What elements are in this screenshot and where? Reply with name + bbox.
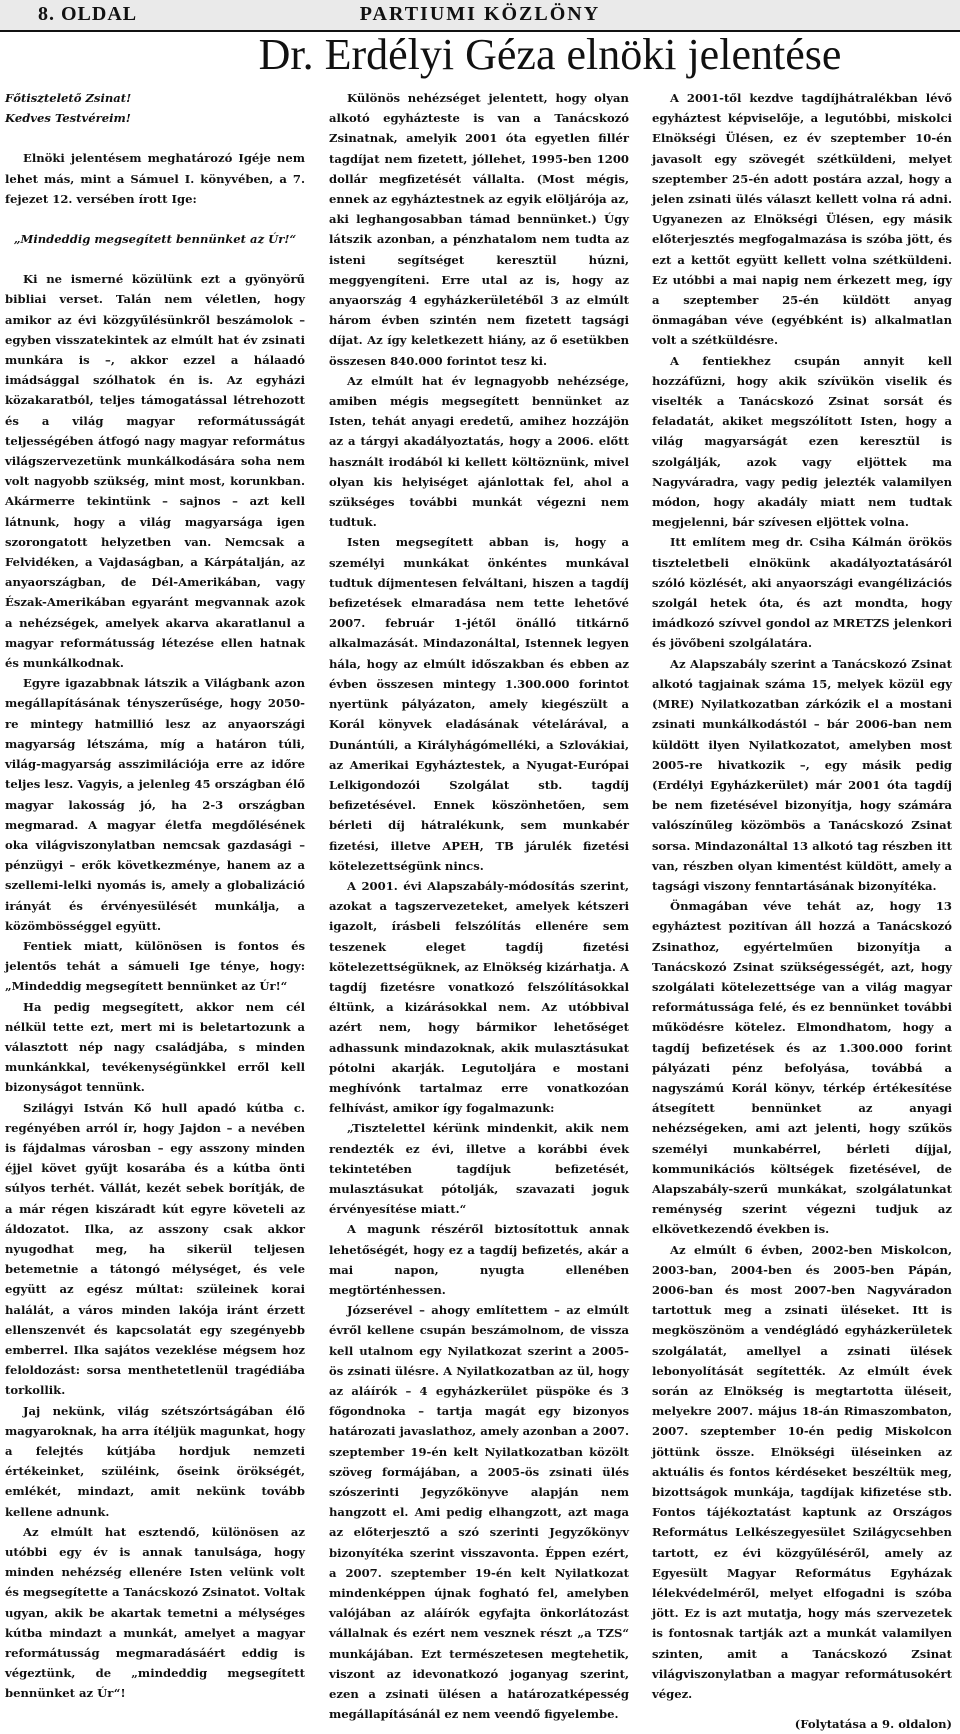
bible-quote: „Mindeddig megsegített bennünket az Úr!“ [13, 232, 297, 247]
paragraph: Elnöki jelentésem meghatározó Igéje nem lehet más, mint a Sámuel I. könyvében, a 7. fejezet 12. versében írott Ige: [5, 151, 305, 206]
paragraph: Különös nehézséget jelentett, hogy olyan alkotó egyházteste is van a Tanácskozó Zsinatnak, amelyik 2001 óta egyetlen fillér tagdíjat nem fizetett, jóllehet, 1995-ben 1200 dollár megfizetését vállalta. (Most mégis, ennek az egyháztestnek az egyik elöljárója az, aki leghangosabban támad bennünket.) Úgy látszik azonban, a pénzhatalom nem tudta az isteni segítséget keresztül húzni, meggyengíteni. Erre utal az is, hogy az anyaország 4 egyházkerületéből 3 az elmúlt három évben szintén nem fizetett tagsági díjat. Az így keletkezett hiány, az ő esetükben összesen 840.000 forintot tesz ki. [329, 91, 629, 368]
column-3 [652, 88, 952, 1734]
paragraph: A magunk részéről biztosítottuk annak lehetőségét, hogy ez a tagdíj befizetés, akár a mai napon, nyugta ellenében megtörténhessen. [329, 1222, 629, 1297]
column-1 [5, 88, 305, 1704]
salutation-1: Főtisztelető Zsinat! [5, 91, 132, 105]
salutation-2: Kedves Testvéreim! [5, 111, 131, 126]
paragraph: Fentiek miatt, különösen is fontos és jelentős tehát a sámueli Ige ténye, hogy: „Mindeddig megsegített bennünket az Úr!“ [5, 938, 305, 994]
paragraph: Az Alapszabály szerint a Tanácskozó Zsinat alkotó tagjainak száma 15, melyek közül egy (MRE) Nyilatkozatban zárkózik el a mostani zsinati munkálkodástól – bár 2006-ban nem küldött ilyen Nyilatkozatot, amelyben most 2005-re hivatkozik –, egy másik pedig (Erdélyi Egyházkerület) már 2001 óta tagdíj be nem fizetésével bizonyítja, hogy számára valószínűleg közömbös a Tanácskozó Zsinat sorsa. Mindazonáltal 13 alkotó tag részben itt van, részben olyan kimentést küldött, amely a tagsági viszony fenntartásának bizonyítéka. [652, 656, 952, 893]
column-2 [329, 88, 629, 1724]
paragraph: Önmagában véve tehát az, hogy 13 egyháztest pozitívan áll hozzá a Tanácskozó Zsinathoz, egyértelműen bizonyítja a Tanácskozó Zsinat szükségességét, azt, hogy szolgálati kötelezettsége van a világ magyar reformátussága felé, és ez bennünket további működésre kötelez. Elmondhatom, hogy a tagdíj befizetések és az 1.300.000 forint pályázati pénz befolyása, továbbá a nagyszámú Korál könyv, térkép értékesítése átsegített bennünket az anyagi nehézségeken, ami azt jelenti, hogy szűkös személyi munkabérrel, bérleti díjjal, kommunikációs költségek fizetésével, de Alapszabály-szerű munkákat, szolgálatunkat reménység szerint végezni tudjuk az elkövetkezendő években is. [652, 899, 952, 1237]
paragraph: Az elmúlt hat esztendő, különösen az utóbbi egy év is annak tanulsága, hogy minden nehézség ellenére Isten velünk volt és megsegítette a Tanácskozó Zsinatot. Voltak ugyan, akik be akartak temetni a mélységes kútba mindazt a munkát, amelyet a magyar reformátusság megmaradásáért eddig is végeztünk, de „mindeddig megsegített bennünket az Úr“! [5, 1524, 306, 1701]
paragraph: A 2001. évi Alapszabály-módosítás szerint, azokat a tagszervezeteket, amelyek kétszeri igazolt, írásbeli felszólítás ellenére sem teszenek eleget tagdíj fizetési kötelezettségüknek, az Elnökség kizárhatja. A tagdíj fizetésre vonatkozó felszólításokkal éltünk, a kizárásokkal nem. Az utóbbival azért nem, hogy bármikor lehetőséget adhassunk mindazoknak, akik mulasztásukat pótolni akarják. Legutoljára e mostani meghívónk tartalmaz erre vonatkozóan felhívást, amikor így fogalmazunk: [329, 878, 629, 1116]
paragraph: A 2001-től kezdve tagdíjhátralékban lévő egyháztest képviselője, a legutóbbi, miskolci Elnökségi Ülésen, ez év szeptember 10-én javasolt egy szövegét szétküldeni, melyet szeptember 25-én adott postára azzal, hogy a jelen zsinati ülés választ kellett volna rá adni. Ugyanezen az Elnökségi Ülésen, egy másik előterjesztés megfogalmazása is szóba jött, és ezt a kettőt együtt kellett volna szétküldeni. Ez utóbbi a mai napig nem érkezett meg, így a szeptember 25-én küldött anyag önmagában véve (egyébként is) alkalmatlan volt a szétküldésre. [652, 91, 952, 348]
paragraph: Józserével – ahogy említettem – az elmúlt évről kellene csupán beszámolnom, de vissza kell utalnom egy Nyilatkozat szerint a 2005-ös zsinati ülésre. A Nyilatkozatban az ül, hogy az aláírók – 4 egyházkerület püspöke és 3 főgondnoka – tartja magát egy bizonyos határozati javaslathoz, amely azonban a 2007. szeptember 19-én kelt Nyilatkozatban közölt szöveg formájában, a 2005-ös zsinati ülés szószerinti Jegyzőkönyve alapján nem hangzott el. Ami pedig elhangzott, azt maga az előterjesztő a szó szerinti Jegyzőkönyv bizonyítéka szerint visszavonta. Éppen ezért, a 2007. szeptember 19-én kelt Nyilatkozat mindenképpen újnak fogható fel, amelyben valójában az aláírók egyfajta önkorlátozást vállalnak és ezért nem vesznek részt „a TZS“ munkájában. Ezt természetesen megtehetik, viszont az idevonatkozó joganyag szerint, ezen a zsinati ülésen a határozatképesség megállapításánál ez nem veendő figyelembe. [329, 1303, 629, 1722]
paragraph: Isten megsegített abban is, hogy a személyi munkákat önkéntes munkával tudtuk díjmentesen felváltani, hiszen a tagdíj befizetések elmaradása nem tette lehetővé 2007. február 1-jétől önálló titkárnő alkalmazását. Mindazonáltal, Istennek legyen hála, hogy az elmúlt időszakban és ebben az évben összesen mintegy 1.300.000 forintot nyertünk pályázaton, amely kiegészült a Korál könyvek eladásának vételárával, a Dunántúli, a Királyhágómelléki, a Szlovákiai, az Amerikai Egyháztestek, a Nyugat-Európai Lelkigondozói Szolgálat stb. tagdíj befizetésével. Ennek köszönhetően, sem bérleti díj hátralékunk, sem munkabér fizetési, illetve APEH, TB járulék fizetési kötelezettségünk nincs. [329, 535, 629, 873]
paragraph: Jaj nekünk, világ szétszórtságában élő magyaroknak, ha arra ítéljük magunkat, hogy a felejtés kútjába hordjuk nemzeti értékeinket, szüléink, őseink örökségét, emlékét, mindazt, amit nekünk tovább kellene adnunk. [5, 1403, 305, 1519]
paragraph: Egyre igazabbnak látszik a Világbank azon megállapításának tényszerűsége, hogy 2050-re mintegy hatmillió lesz az anyaországi magyarság létszáma, míg a határon túli, világ-magyarság asszimilációja erre az időre teljes lesz. Vagyis, a jelenleg 45 országban élő magyar lakosság jó, ha 2-3 országban megmarad. A magyar életfa megdőlésének oka világviszonylatban nemcsak gazdasági – pénzügyi – erők következménye, hanem az a szellemi-lelki nyomás is, amely a globalizáció irányát és érvényesülését munkálja, a közömbösséggel együtt. [5, 676, 305, 933]
article-title: Dr. Erdélyi Géza elnöki jelentése [258, 30, 842, 79]
paragraph: Az elmúlt 6 évben, 2002-ben Miskolcon, 2003-ban, 2004-ben és 2005-ben Pápán, 2006-ban és most 2007-ben Nagyváradon tartottuk meg a zsinati üléseket. Itt is megköszönöm a vendégládó egyházkerületek szolgálatát, amellyel a zsinati ülések lebonyolítását segítették. Az elmúlt évek során az Elnökség is megtartotta üléseit, melyekre 2007. május 18-án Rimaszombaton, 2007. szeptember 10-én pedig Miskolcon jöttünk össze. Elnökségi üléseinken az aktuális és fontos kérdéseket beszéltük meg, bizottságok munkája, tagdíjak kifizetése stb. Fontos tájékoztatást kaptunk az Országos Református Lelkészegyesület Szilágycsehben tartott, ez évi közgyűléséről, amely az Egyesült Magyar Református Egyházak lélekvédelméről, melyet elfogadni is szóba jött. Ez is azt mutatja, hogy más szervezetek is fontosnak tartják azt a munkát valamilyen szinten, amit a Tanácskozó Zsinat világviszonylatban a magyar reformátusokért végez. [652, 1242, 952, 1702]
page-number: 8. OLDAL [38, 3, 138, 25]
paragraph: Ha pedig megsegített, akkor nem cél nélkül tette ezt, mert mi is beletartozunk a választott nép nagy családjába, s minden munkánkkal, tevékenységünkkel erről kell bizonyságot tennünk. [5, 999, 305, 1095]
continued-note: (Folytatása a 9. oldalon) [794, 1717, 952, 1732]
paragraph: A fentiekhez csupán annyit kell hozzáfűzni, hogy akik szívükön viselik és viselték a Tanácskozó Zsinat sorsát és feladatát, akiket megszólított Isten, hogy a világ magyarságát ezen keresztül is szolgálják, azok vagy eljöttek ma Nagyváradra, vagy pedig jelezték valamilyen módon, hogy akadály miatt nem tudtak megjelenni, bár szívesen eljöttek volna. [652, 353, 952, 530]
paragraph: Ki ne ismerné közülünk ezt a gyönyörű bibliai verset. Talán nem véletlen, hogy amikor az évi közgyűlésünkről beszámolok – egyben visszatekintek az elmúlt hat év zsinati munkára is –, akkor ezzel a hálaadó imádsággal szólhatok én is. Az egyházi közakaratból, teljes támogatással létrehozott és a világ magyar reformátusságát teljességében átfogó nagy magyar református világszervezetünk munkálkodására soha nem volt nagyobb szükség, mint most, korunkban. Akármerre tekintünk – sajnos – azt kell látnunk, hogy a világ magyarsága igen szorongatott helyzetben van. Nemcsak a Felvidéken, a Vajdaságban, a Kárpátalján, az anyaországban, de Dél-Amerikában, vagy Észak-Amerikában egyaránt megvannak azok a nehézségek, amelyek akarva akaratlanul a magyar reformátusság létezése ellen hatnak és munkálkodnak. [5, 272, 305, 671]
paragraph: Szilágyi István Kő hull apadó kútba c. regényében arról ír, hogy Jajdon – a nevében is fájdalmas városban – egy asszony minden éjjel követ gyűjt kosarába és a kútba önti súlyos terhét. Vállát, kezét sebek borítják, de a már régen kiszáradt kút egyre követeli az áldozatot. Ilka, az asszony csak akkor nyugodhat meg, ha sikerül teljesen betemetnie a tátongó mélységet, és vele együtt az egész múltat: szüleinek korai halálát, a város minden lakója iránt érzett ellenszenvét és kapcsolatát egy szegényebb emberrel. Ilka sajátos vezeklése mégsem hoz feloldozást: sorsa menthetetlenül tragédiába torkollik. [5, 1100, 305, 1398]
paragraph: Az elmúlt hat év legnagyobb nehézsége, amiben mégis megsegített bennünket az Isten, tehát anyagi eredetű, amihez hozzájön az a tárgyi akadályoztatás, hogy a 2006. előtt használt irodából ki kellett költöznünk, mivel olyan kis helyiséget ajánlottak fel, ahol a szükséges további munkát végezni nem tudtuk. [329, 373, 629, 530]
journal-name: PARTIUMI KÖZLÖNY [359, 3, 601, 25]
header-bar [0, 0, 960, 32]
paragraph: Itt említem meg dr. Csiha Kálmán örökös tiszteletbeli elnökünk akadályoztatásáról szóló közlését, aki anyaországi evangélizációs szolgál hetek óta, és azt mondta, hogy imádkozó szívvel gondol az MRETZS jelenkori és jövőbeni szolgálatára. [652, 535, 952, 651]
quoted-paragraph: „Tisztelettel kérünk mindenkit, akik nem rendezték ez évi, illetve a korábbi évek tekintetében tagdíjuk befizetését, mulasztásukat pótolják, szavazati joguk érvényesítése miatt.“ [329, 1121, 629, 1217]
